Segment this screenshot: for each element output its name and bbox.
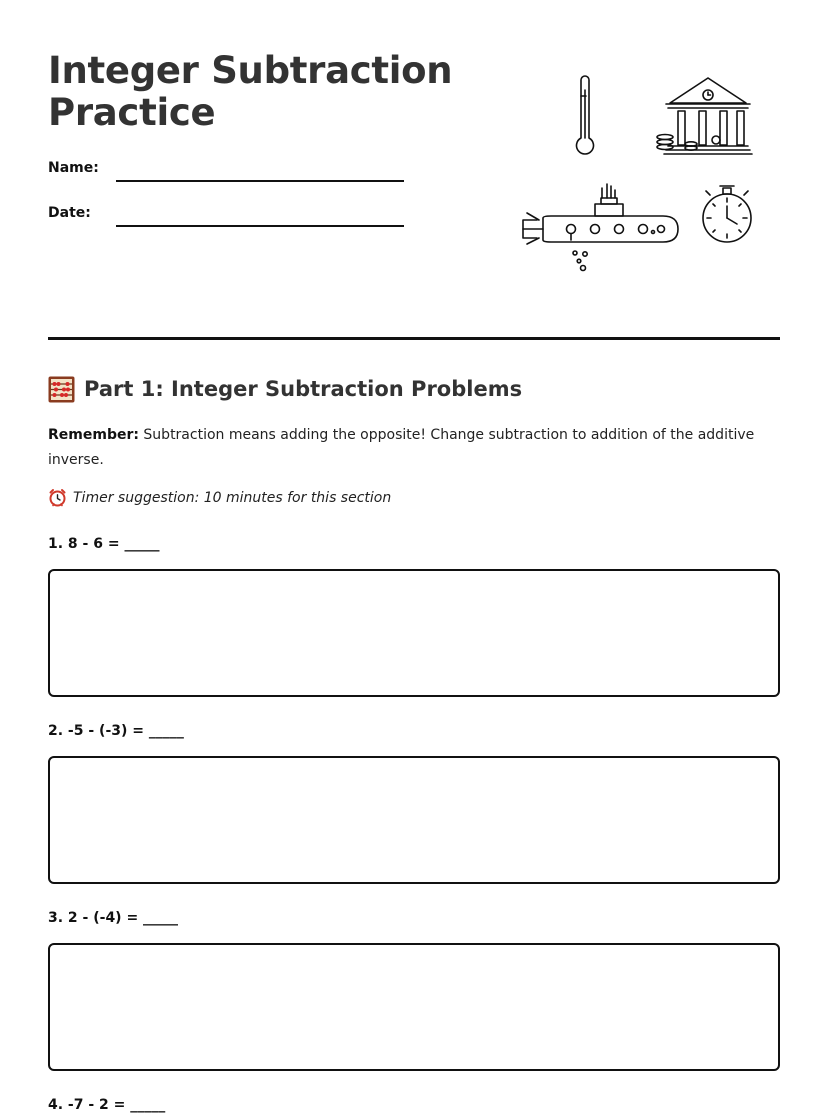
worksheet-title: Integer Subtraction Practice	[48, 49, 453, 134]
abacus-icon	[48, 376, 75, 403]
problem-label: 2. -5 - (-3) = _____	[48, 723, 184, 739]
answer-box[interactable]	[48, 569, 780, 697]
remember-label: Remember:	[48, 427, 139, 443]
stopwatch-icon	[703, 186, 751, 242]
part1-heading-text: Part 1: Integer Subtraction Problems	[84, 377, 523, 401]
answer-box[interactable]	[48, 943, 780, 1071]
alarm-clock-icon	[48, 488, 67, 507]
part1-heading	[48, 374, 522, 404]
name-label: Name:	[48, 160, 99, 176]
timer-text: Timer suggestion: 10 minutes for this section	[73, 489, 392, 506]
problem-label: 3. 2 - (-4) = _____	[48, 910, 179, 926]
date-label: Date:	[48, 205, 91, 221]
name-field[interactable]	[116, 180, 404, 182]
answer-box[interactable]	[48, 756, 780, 884]
timer-suggestion	[48, 488, 391, 507]
remember-text: Subtraction means adding the opposite! Change subtraction to addition of the additive inverse.	[48, 427, 755, 468]
problem-label: 1. 8 - 6 = _____	[48, 536, 160, 552]
submarine-icon	[523, 184, 678, 271]
bank-building-icon	[657, 78, 752, 154]
section-divider	[48, 337, 780, 340]
remember-note	[48, 423, 768, 473]
header-illustrations	[515, 68, 765, 278]
date-field[interactable]	[116, 225, 404, 227]
problem-label: 4. -7 - 2 = _____	[48, 1097, 166, 1113]
thermometer-icon	[577, 76, 594, 154]
